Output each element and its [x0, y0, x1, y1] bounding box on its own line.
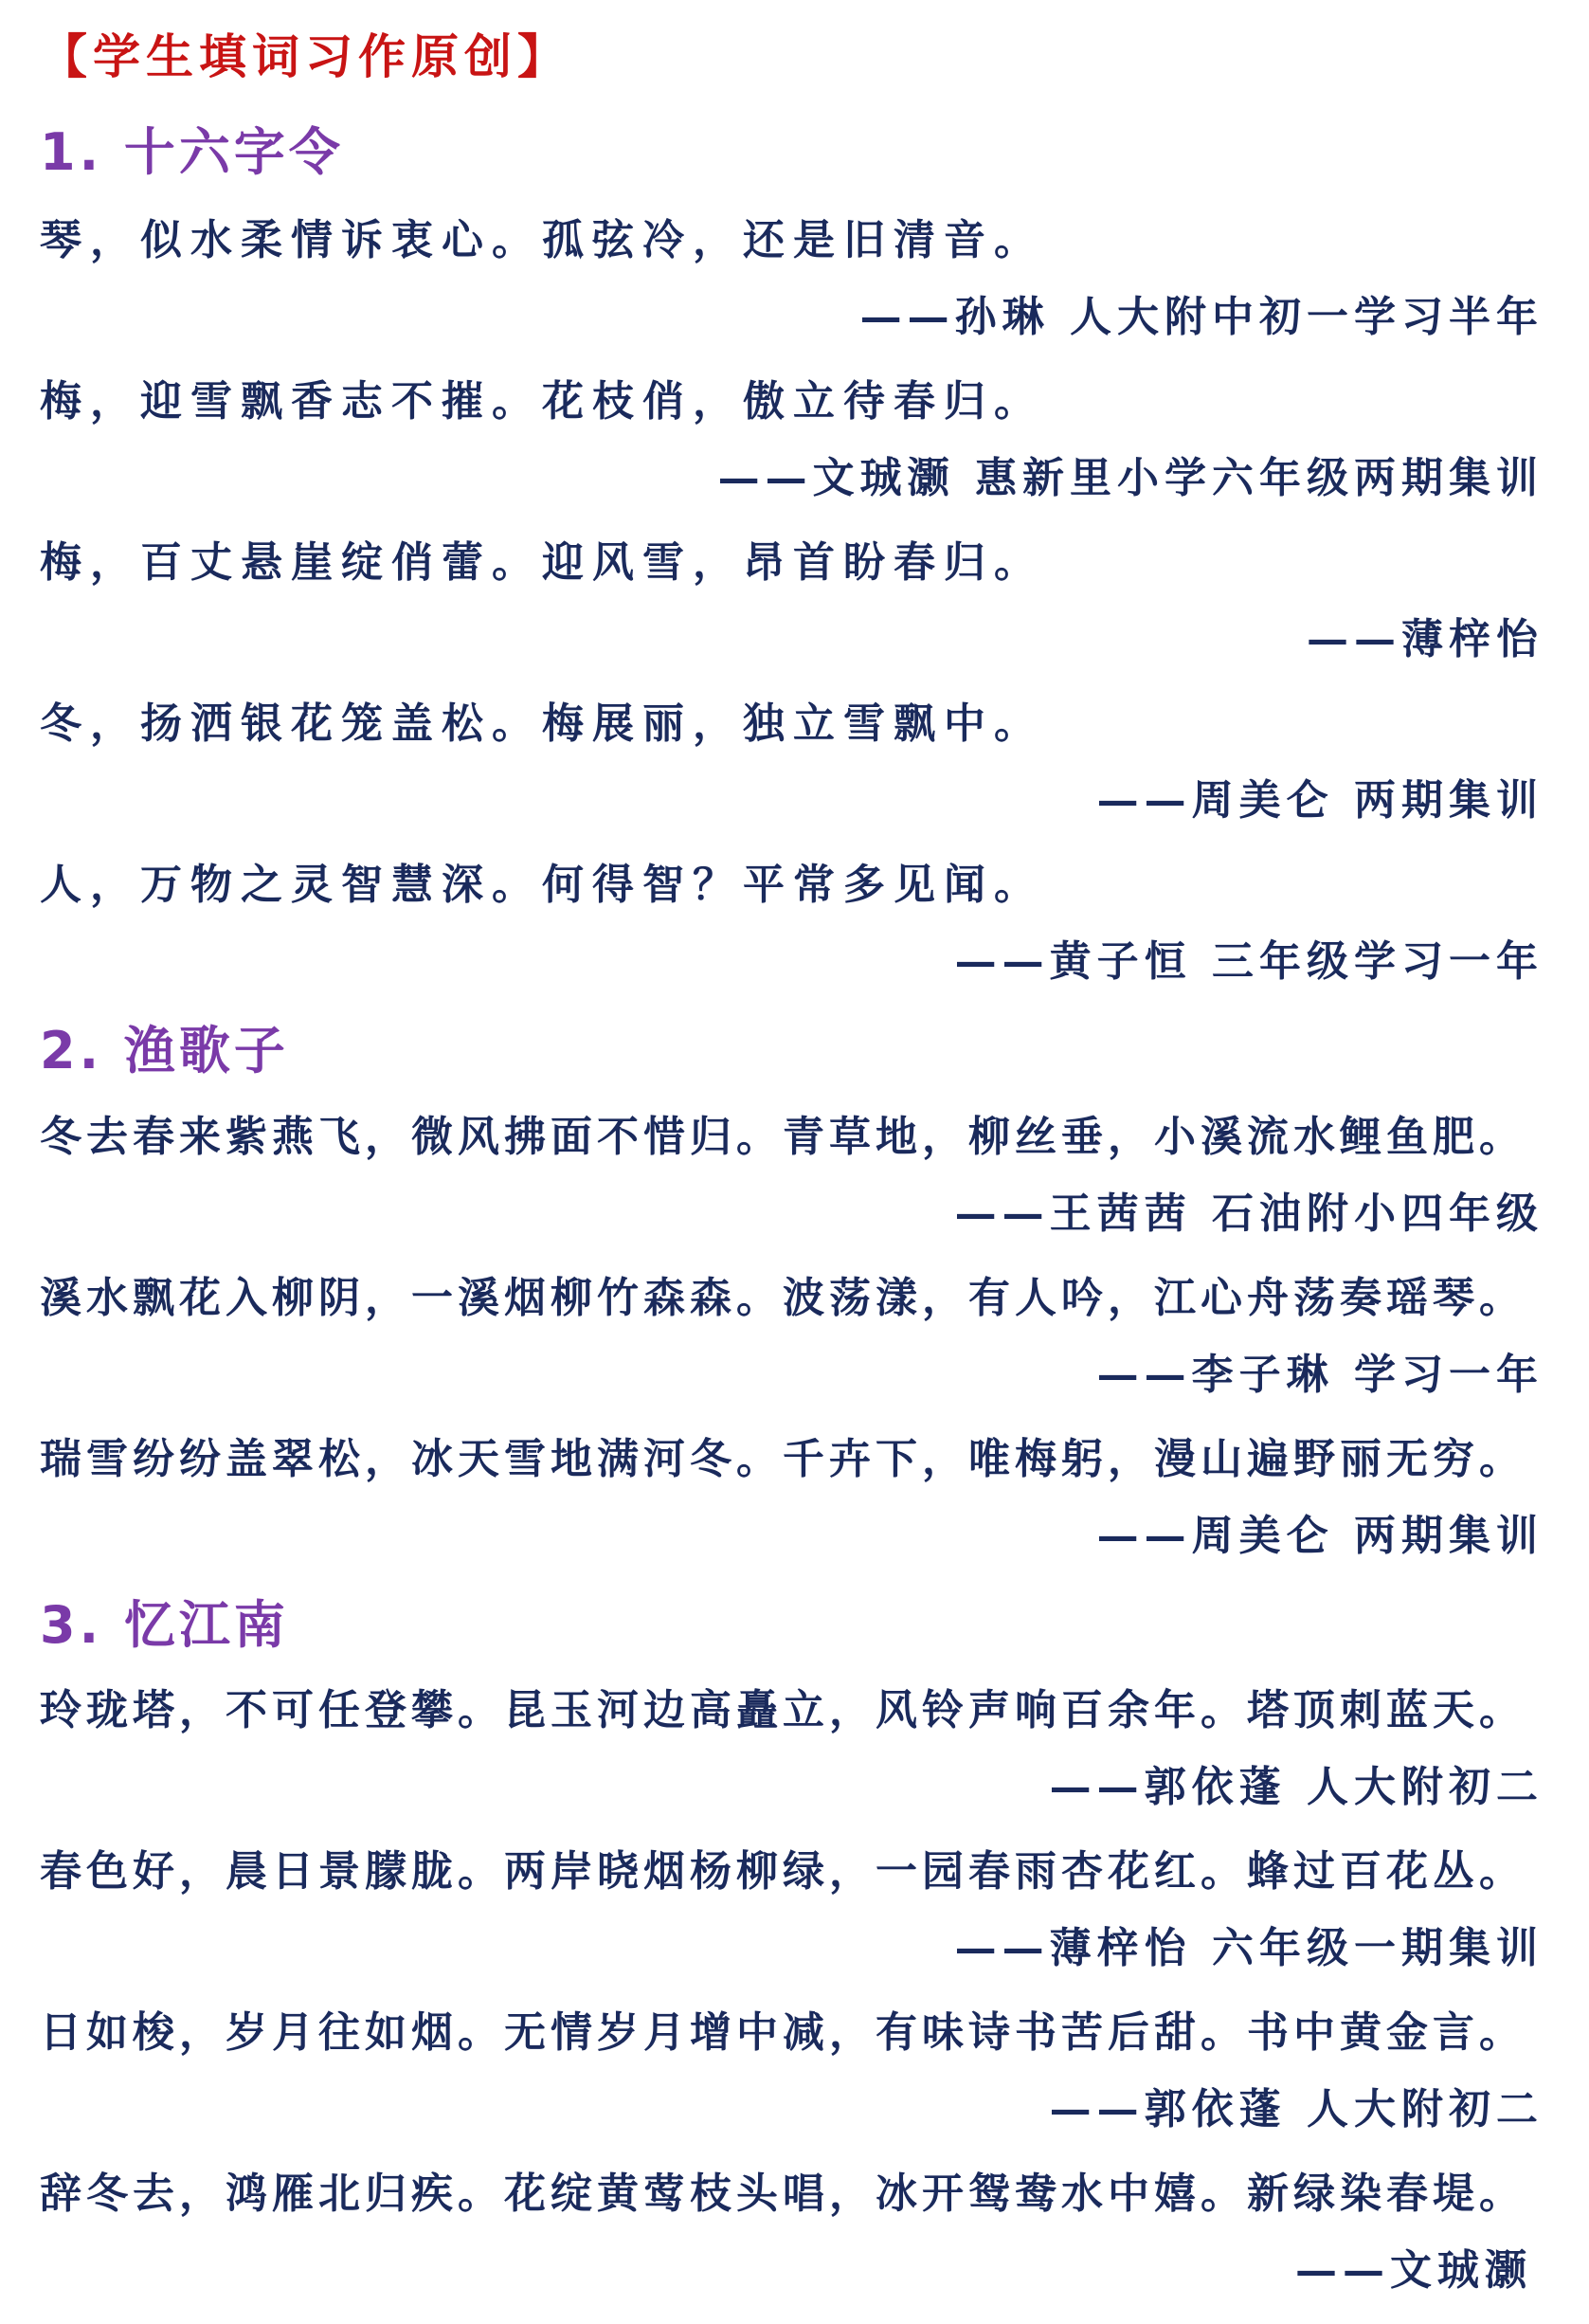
poem-author: ——周美仑 两期集训: [1096, 776, 1544, 825]
page-title: 【学生填词习作原创】: [40, 29, 570, 84]
poem-author: ——郭依蓬 人大附初二: [1049, 2085, 1544, 2133]
poem-line: 梅，迎雪飘香志不摧。花枝俏，傲立待春归。: [40, 377, 1044, 426]
poem-author: ——孙琳 人大附中初一学习半年: [859, 293, 1544, 341]
poem-line: 梅，百丈悬崖绽俏蕾。迎风雪，昂首盼春归。: [40, 538, 1044, 587]
poem-author: ——文珹灏: [1295, 2246, 1532, 2295]
poem-line: 琴，似水柔情诉衷心。孤弦冷，还是旧清音。: [40, 216, 1044, 264]
poem-author: ——文珹灏 惠新里小学六年级两期集训: [717, 454, 1544, 502]
poem-line: 人，万物之灵智慧深。何得智？平常多见闻。: [40, 861, 1044, 909]
poem-line: 冬，扬洒银花笼盖松。梅展丽，独立雪飘中。: [40, 699, 1044, 748]
poem-line: 辞冬去，鸿雁北归疾。花绽黄莺枝头唱，冰开鸳鸯水中嬉。新绿染春堤。: [40, 2170, 1526, 2218]
poem-line: 日如梭，岁月往如烟。无情岁月增中减，有味诗书苦后甜。书中黄金言。: [40, 2008, 1526, 2057]
poem-author: ——黄子恒 三年级学习一年: [954, 937, 1544, 986]
poem-line: 溪水飘花入柳阴，一溪烟柳竹森森。波荡漾，有人吟，江心舟荡奏瑶琴。: [40, 1274, 1526, 1322]
poem-line: 瑞雪纷纷盖翠松，冰天雪地满河冬。千卉下，唯梅躬，漫山遍野丽无穷。: [40, 1435, 1526, 1483]
section-heading-1: 1. 十六字令: [40, 122, 344, 182]
poem-author: ——周美仑 两期集训: [1096, 1512, 1544, 1560]
poem-author: ——王茜茜 石油附小四年级: [954, 1189, 1544, 1238]
section-heading-3: 3. 忆江南: [40, 1595, 289, 1655]
poem-author: ——郭依蓬 人大附初二: [1049, 1763, 1544, 1811]
poem-line: 冬去春来紫燕飞，微风拂面不惜归。青草地，柳丝垂，小溪流水鲤鱼肥。: [40, 1113, 1526, 1161]
poem-author: ——李子琳 学习一年: [1096, 1351, 1544, 1399]
poem-line: 春色好，晨日景朦胧。两岸晓烟杨柳绿，一园春雨杏花红。蜂过百花丛。: [40, 1847, 1526, 1896]
section-heading-2: 2. 渔歌子: [40, 1021, 289, 1080]
poem-author: ——薄梓怡: [1307, 615, 1544, 663]
poem-author: ——薄梓怡 六年级一期集训: [954, 1924, 1544, 1972]
poem-line: 玲珑塔，不可任登攀。昆玉河边高矗立，风铃声响百余年。塔顶刺蓝天。: [40, 1686, 1526, 1734]
